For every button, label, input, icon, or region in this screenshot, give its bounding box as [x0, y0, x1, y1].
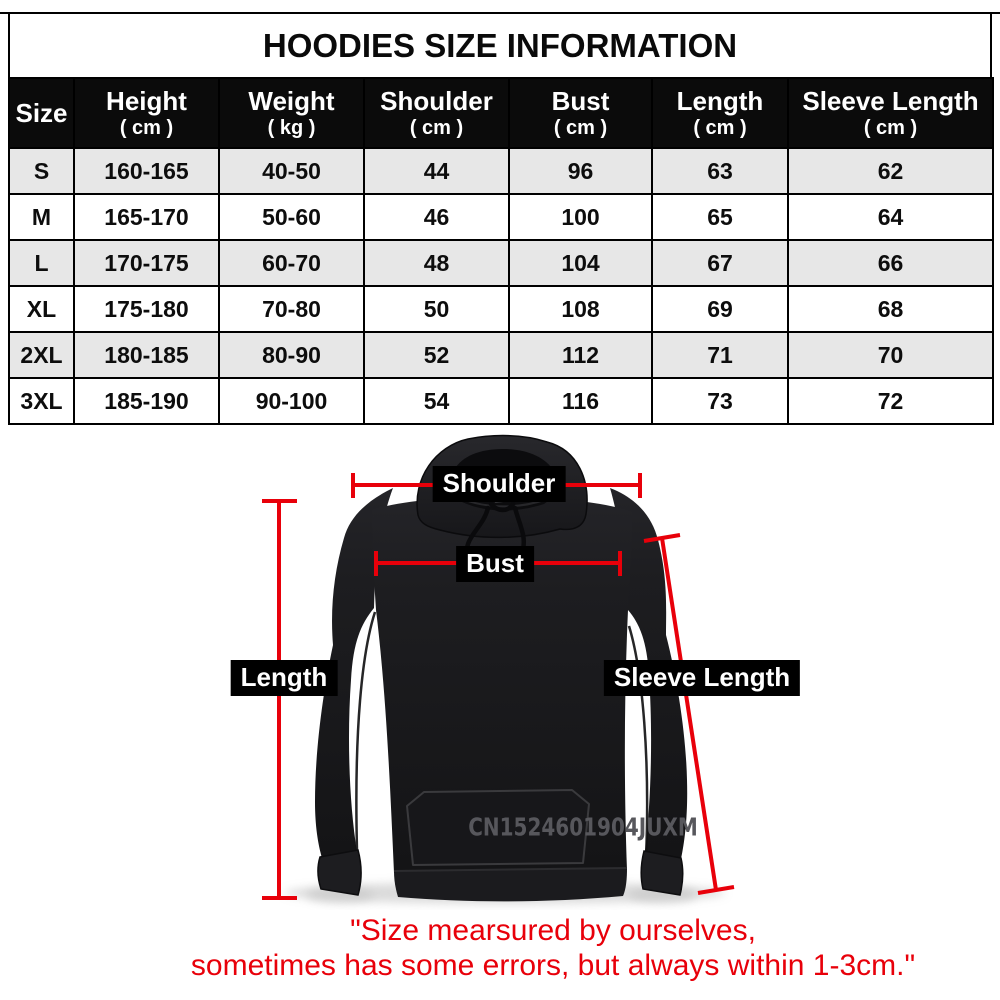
cell-sleeve-length: 72: [788, 378, 993, 424]
cell-length: 71: [652, 332, 788, 378]
length-measure-label: Length: [231, 660, 338, 696]
title-box: [8, 14, 992, 77]
cell-size: M: [9, 194, 74, 240]
table-row-xl: [9, 286, 993, 332]
table-row-s: [9, 148, 993, 194]
cell-weight: 70-80: [219, 286, 364, 332]
cell-length: 67: [652, 240, 788, 286]
cell-shoulder: 52: [364, 332, 509, 378]
hoodie-left-cuff: [318, 850, 361, 895]
cell-length: 69: [652, 286, 788, 332]
length-arrow: [262, 501, 297, 898]
cell-length: 65: [652, 194, 788, 240]
cell-sleeve-length: 62: [788, 148, 993, 194]
table-row-l: [9, 240, 993, 286]
cell-shoulder: 46: [364, 194, 509, 240]
cell-sleeve-length: 66: [788, 240, 993, 286]
cell-weight: 60-70: [219, 240, 364, 286]
cell-shoulder: 50: [364, 286, 509, 332]
cell-bust: 108: [509, 286, 652, 332]
cell-sleeve-length: 68: [788, 286, 993, 332]
cell-sleeve-length: 70: [788, 332, 993, 378]
column-header-sleeve-length: Sleeve Length ( cm ): [788, 78, 993, 148]
cell-bust: 96: [509, 148, 652, 194]
cell-size: 2XL: [9, 332, 74, 378]
cell-bust: 116: [509, 378, 652, 424]
cell-bust: 100: [509, 194, 652, 240]
left-sleeve-seam: [356, 612, 375, 850]
cell-bust: 104: [509, 240, 652, 286]
column-header-height: Height ( cm ): [74, 78, 219, 148]
size-table: [8, 77, 994, 425]
cell-size: XL: [9, 286, 74, 332]
page-title: HOODIES SIZE INFORMATION: [262, 26, 738, 64]
cell-shoulder: 48: [364, 240, 509, 286]
column-header-size: Size: [9, 78, 74, 148]
cell-length: 63: [652, 148, 788, 194]
cell-shoulder: 54: [364, 378, 509, 424]
footnote-line-1: "Size mearsured by ourselves,: [350, 914, 756, 947]
hoodie-right-cuff: [641, 851, 683, 895]
cell-height: 185-190: [74, 378, 219, 424]
cell-height: 165-170: [74, 194, 219, 240]
cell-sleeve-length: 64: [788, 194, 993, 240]
cell-weight: 50-60: [219, 194, 364, 240]
sleeve-length-measure-label: Sleeve Length: [604, 660, 800, 696]
shoulder-measure-label: Shoulder: [433, 466, 566, 502]
column-header-weight: Weight ( kg ): [219, 78, 364, 148]
cell-size: S: [9, 148, 74, 194]
cell-height: 160-165: [74, 148, 219, 194]
footnote: [106, 913, 1000, 983]
column-header-length: Length ( cm ): [652, 78, 788, 148]
column-header-shoulder: Shoulder ( cm ): [364, 78, 509, 148]
cell-bust: 112: [509, 332, 652, 378]
size-table-header-row: [9, 78, 993, 148]
cell-weight: 80-90: [219, 332, 364, 378]
cell-height: 170-175: [74, 240, 219, 286]
footnote-line-2: sometimes has some errors, but always within 1-3cm.": [190, 949, 916, 982]
table-row-m: [9, 194, 993, 240]
column-header-bust: Bust ( cm ): [509, 78, 652, 148]
cell-weight: 90-100: [219, 378, 364, 424]
watermark-text: CN1524601904JUXM: [468, 812, 698, 842]
cell-height: 175-180: [74, 286, 219, 332]
table-row-3xl: [9, 378, 993, 424]
cell-shoulder: 44: [364, 148, 509, 194]
bust-measure-label: Bust: [456, 546, 534, 582]
cell-length: 73: [652, 378, 788, 424]
cell-weight: 40-50: [219, 148, 364, 194]
cell-size: 3XL: [9, 378, 74, 424]
cell-size: L: [9, 240, 74, 286]
table-row-2xl: [9, 332, 993, 378]
cell-height: 180-185: [74, 332, 219, 378]
hoodie-hem-band: [394, 868, 627, 901]
